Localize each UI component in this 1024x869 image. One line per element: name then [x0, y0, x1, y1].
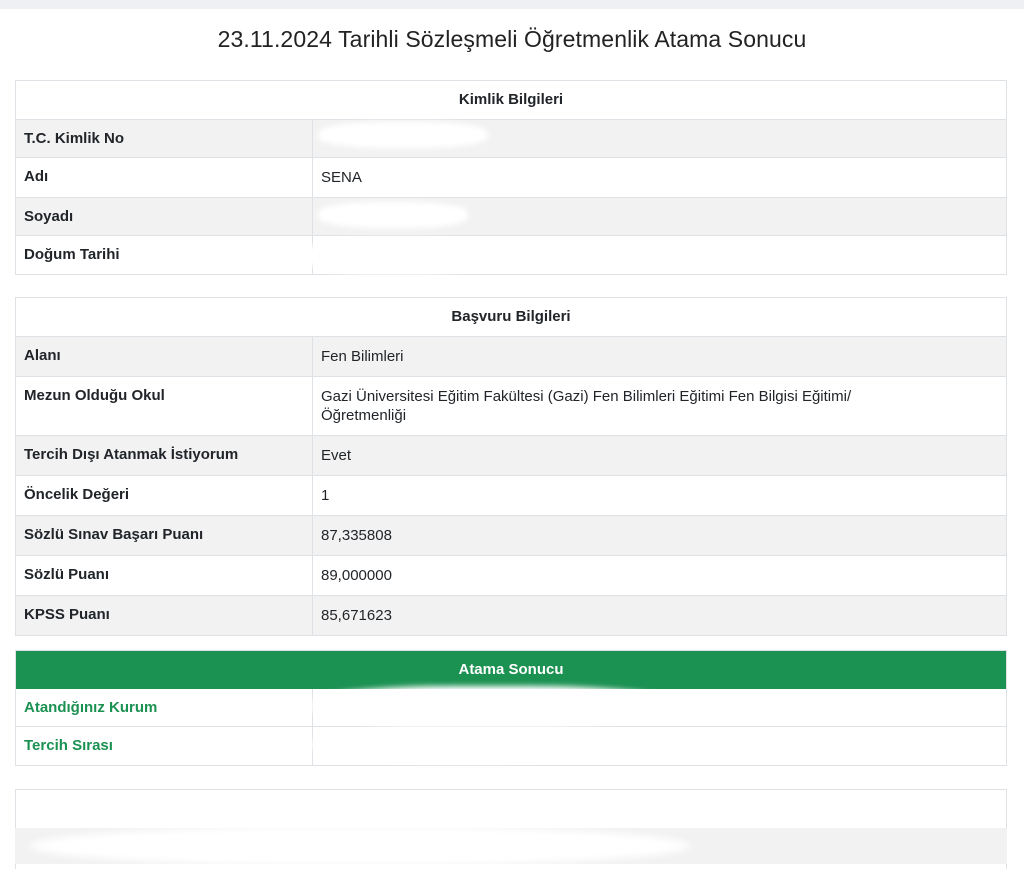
redaction-mark: [305, 238, 485, 274]
row-label: Sözlü Sınav Başarı Puanı: [16, 516, 313, 555]
table-row: [16, 120, 1006, 158]
row-label: KPSS Puanı: [16, 596, 313, 635]
page-title: 23.11.2024 Tarihli Sözleşmeli Öğretmenlik Atama Sonucu: [217, 26, 807, 52]
table-row: [16, 337, 1006, 377]
table-row: [16, 516, 1006, 556]
row-label: Soyadı: [16, 198, 313, 235]
table-row: [16, 476, 1006, 516]
row-label: Tercih Dışı Atanmak İstiyorum: [16, 436, 313, 475]
application-card-header: Başvuru Bilgileri: [16, 298, 1006, 337]
row-value: 85,671623: [321, 607, 392, 624]
table-row: [16, 436, 1006, 476]
table-row: [16, 198, 1006, 236]
redaction-mark: [30, 826, 690, 866]
row-value: Gazi Üniversitesi Eğitim Fakültesi (Gazi) Fen Bilimleri Eğitimi Fen Bilgisi Eğitimi/ Öğretmenliği: [321, 388, 852, 424]
table-row: [16, 556, 1006, 596]
table-row: [16, 377, 1006, 436]
row-value: 89,000000: [321, 567, 392, 584]
identity-card: [15, 80, 1007, 275]
row-value: SENA: [321, 169, 362, 186]
row-label: Atandığınız Kurum: [16, 689, 313, 726]
result-card-header: Atama Sonucu: [16, 651, 1006, 689]
table-row: [16, 158, 1006, 198]
row-value: 87,335808: [321, 527, 392, 544]
table-row: [16, 596, 1006, 635]
row-label: Mezun Olduğu Okul: [16, 377, 313, 435]
row-label: Doğum Tarihi: [16, 236, 313, 274]
table-row: [16, 236, 1006, 274]
identity-card-header: Kimlik Bilgileri: [16, 81, 1006, 120]
redaction-mark: [318, 122, 488, 148]
redaction-mark: [312, 728, 612, 762]
row-label: Sözlü Puanı: [16, 556, 313, 595]
row-label: Öncelik Değeri: [16, 476, 313, 515]
application-card: [15, 297, 1007, 636]
row-value: Evet: [321, 447, 352, 464]
row-value: 1: [321, 487, 330, 504]
row-label: Adı: [16, 158, 313, 197]
top-strip: [0, 0, 1024, 9]
row-label: Alanı: [16, 337, 313, 376]
row-label: Tercih Sırası: [16, 727, 313, 765]
redaction-mark: [318, 202, 468, 228]
row-label: T.C. Kimlik No: [16, 120, 313, 157]
row-value: Fen Bilimleri: [321, 348, 404, 365]
redaction-mark: [312, 686, 672, 726]
